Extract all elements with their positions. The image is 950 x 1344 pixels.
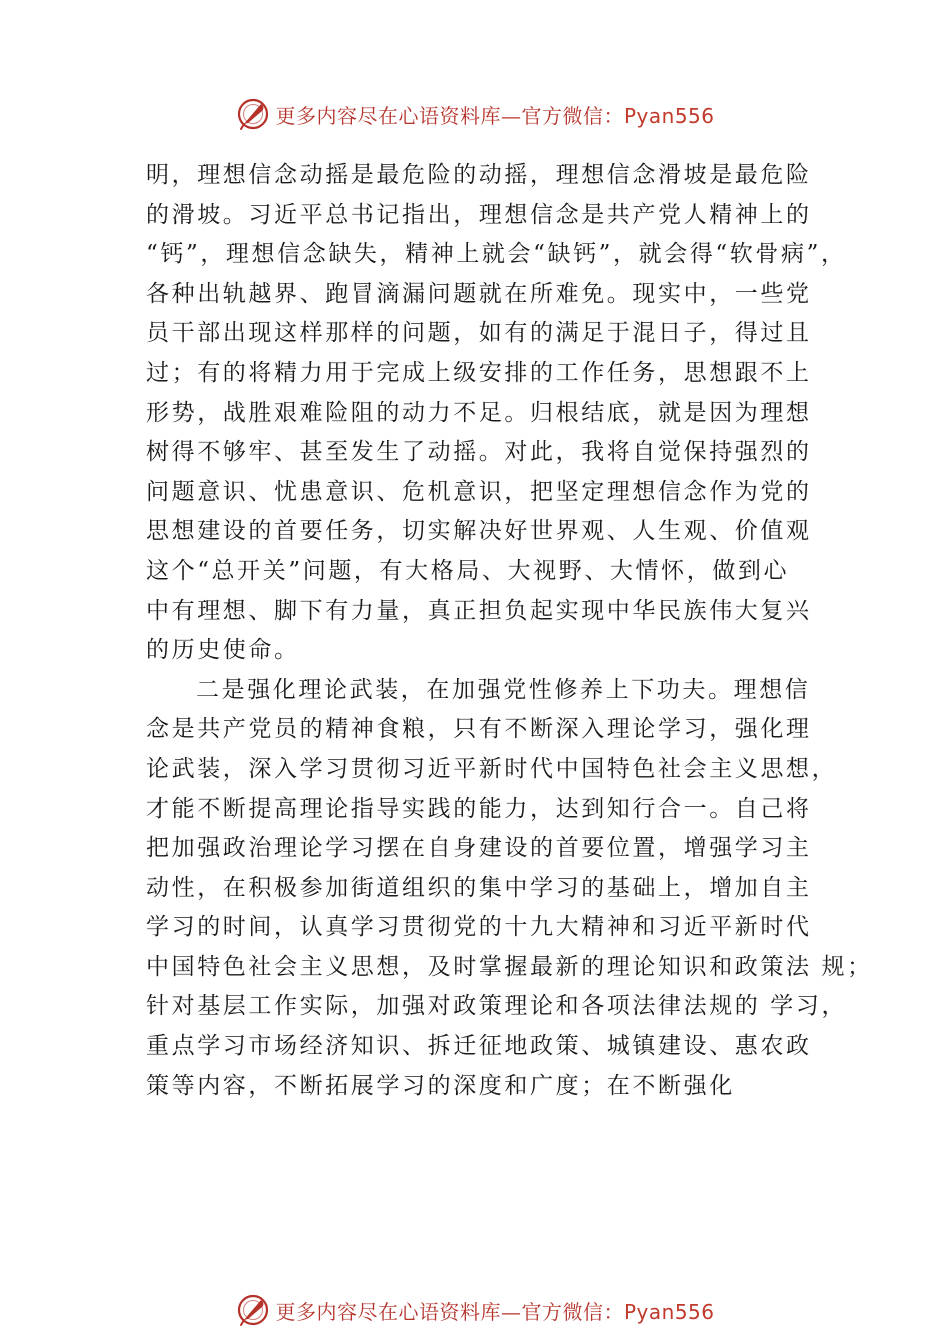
body-line: 念是共产党员的精神食粮，只有不断深入理论学习，强化理 <box>146 716 812 743</box>
body-line: 把加强政治理论学习摆在自身建设的首要位置，增强学习主 <box>146 835 812 862</box>
quill-seal-logo-icon <box>235 96 271 132</box>
banner-wechat-id: Pyan556 <box>623 1299 715 1324</box>
body-line: 针对基层工作实际，加强对政策理论和各项法律法规的 学习， <box>146 993 848 1020</box>
body-line: 各种出轨越界、跑冒滴漏问题就在所难免。现实中，一些党 <box>146 280 812 307</box>
banner-separator: — <box>500 1299 522 1324</box>
paragraph-start-line: 二是强化理论武装，在加强党性修养上下功夫。理想信 <box>196 676 811 703</box>
body-line: 重点学习市场经济知识、拆迁征地政策、城镇建设、惠农政 <box>146 1033 812 1060</box>
banner-separator: — <box>500 103 522 128</box>
banner-wechat-label: 官方微信： <box>521 103 624 128</box>
body-line: 这个“总开关”问题，有大格局、大视野、大情怀，做到心 <box>146 557 790 584</box>
document-body <box>146 156 873 1106</box>
banner-main-text: 更多内容尽在心语资料库 <box>275 103 501 128</box>
banner-wechat-label: 官方微信： <box>521 1299 624 1324</box>
body-line: 才能不断提高理论指导实践的能力，达到知行合一。自己将 <box>146 795 812 822</box>
banner-wechat-id: Pyan556 <box>623 103 715 128</box>
body-line: 过；有的将精力用于完成上级安排的工作任务，思想跟不上 <box>146 359 812 386</box>
body-line: 问题意识、忧患意识、危机意识，把坚定理想信念作为党的 <box>146 478 812 505</box>
banner-text <box>275 1296 714 1325</box>
footer-banner <box>0 1290 950 1330</box>
body-line: 员干部出现这样那样的问题，如有的满足于混日子，得过且 <box>146 320 812 347</box>
body-line: 树得不够牢、甚至发生了动摇。对此，我将自觉保持强烈的 <box>146 439 812 466</box>
body-line: 的滑坡。习近平总书记指出，理想信念是共产党人精神上的 <box>146 201 812 228</box>
body-line: 形势，战胜艰难险阻的动力不足。归根结底，就是因为理想 <box>146 399 812 426</box>
body-line: 思想建设的首要任务，切实解决好世界观、人生观、价值观 <box>146 518 812 545</box>
body-line: 策等内容，不断拓展学习的深度和广度；在不断强化 <box>146 1072 735 1099</box>
body-line: 明，理想信念动摇是最危险的动摇，理想信念滑坡是最危险 <box>146 162 812 188</box>
body-line: 学习的时间，认真学习贯彻党的十九大精神和习近平新时代 <box>146 914 812 941</box>
header-banner <box>0 94 950 134</box>
banner-text <box>275 100 714 129</box>
body-line: “钙”，理想信念缺失，精神上就会“缺钙”，就会得“软骨病”， <box>146 241 847 268</box>
quill-seal-logo-icon <box>235 1292 271 1328</box>
body-line: 中有理想、脚下有力量，真正担负起实现中华民族伟大复兴 <box>146 597 812 624</box>
body-line: 动性，在积极参加街道组织的集中学习的基础上，增加自主 <box>146 874 812 901</box>
body-line: 中国特色社会主义思想，及时掌握最新的理论知识和政策法 规； <box>146 953 873 980</box>
body-line: 论武装，深入学习贯彻习近平新时代中国特色社会主义思想， <box>146 755 838 782</box>
body-line: 的历史使命。 <box>146 637 300 664</box>
banner-main-text: 更多内容尽在心语资料库 <box>275 1299 501 1324</box>
